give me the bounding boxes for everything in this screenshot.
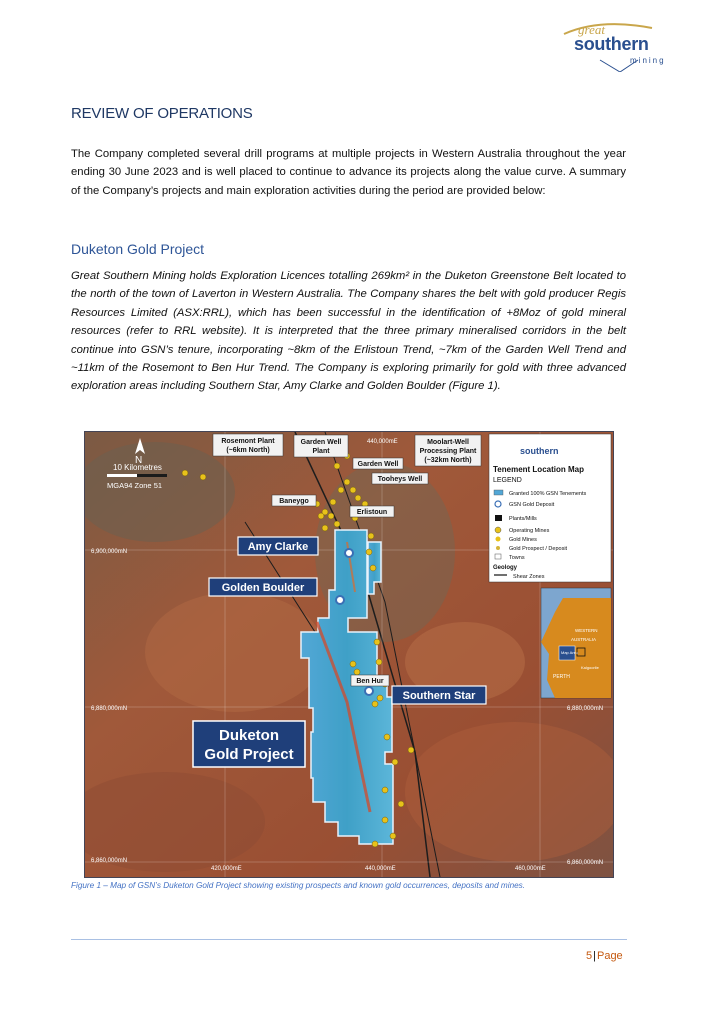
svg-text:Plants/Mills: Plants/Mills xyxy=(509,516,537,522)
label-amy-clarke xyxy=(238,537,318,555)
svg-text:Garden Well: Garden Well xyxy=(357,461,399,468)
svg-text:Amy Clarke: Amy Clarke xyxy=(247,541,309,553)
grid-label: 6,860,000mN xyxy=(91,858,128,864)
svg-text:Erlistoun: Erlistoun xyxy=(356,509,388,516)
company-logo xyxy=(560,20,678,72)
grid-label: 420,000mE xyxy=(211,866,242,872)
svg-text:Geology: Geology xyxy=(493,565,518,571)
svg-text:Operating Mines: Operating Mines xyxy=(509,528,550,534)
svg-text:Granted 100% GSN Tenements: Granted 100% GSN Tenements xyxy=(509,491,587,497)
project-map xyxy=(84,431,614,878)
svg-text:Plant: Plant xyxy=(312,448,330,455)
figure-caption: Figure 1 – Map of GSN’s Duketon Gold Project showing existing prospects and known gold occurrences, deposits and mines. xyxy=(71,881,526,890)
svg-text:AUSTRALIA: AUSTRALIA xyxy=(571,637,597,642)
label-baneygo xyxy=(272,495,316,506)
svg-text:Shear Zones: Shear Zones xyxy=(513,574,545,580)
label-rosemont xyxy=(213,434,283,456)
label-moolart-well xyxy=(415,435,481,466)
logo-text-mining: mining xyxy=(630,56,666,65)
label-golden-boulder xyxy=(209,578,317,596)
svg-text:Garden Well: Garden Well xyxy=(300,439,342,446)
page-footer xyxy=(586,950,623,962)
grid-label: 6,880,000mN xyxy=(567,706,604,712)
label-garden-well xyxy=(353,458,403,469)
label-project xyxy=(193,721,305,767)
label-tooheys-well xyxy=(372,473,428,484)
page-heading: REVIEW OF OPERATIONS xyxy=(71,105,253,122)
grid-label: 460,000mE xyxy=(515,866,546,872)
page-separator: | xyxy=(593,950,596,962)
grid-label: 440,000mE xyxy=(365,866,396,872)
grid-label: 440,000mE xyxy=(367,439,398,445)
section-title: Duketon Gold Project xyxy=(71,241,205,257)
svg-text:Gold Project: Gold Project xyxy=(204,746,294,763)
svg-text:N: N xyxy=(135,455,143,466)
label-ben-hur xyxy=(351,675,389,686)
footer-rule xyxy=(71,939,627,940)
svg-text:WESTERN: WESTERN xyxy=(575,628,598,633)
svg-text:Moolart-Well: Moolart-Well xyxy=(427,439,469,446)
map-legend xyxy=(489,434,611,582)
svg-text:(~32km North): (~32km North) xyxy=(424,457,472,464)
svg-text:Gold Prospect / Deposit: Gold Prospect / Deposit xyxy=(509,546,568,552)
scale-label: 10 Kilometres xyxy=(113,463,162,472)
svg-text:PERTH: PERTH xyxy=(553,674,570,680)
section-paragraph: Great Southern Mining holds Exploration Licences totalling 269km² in the Duketon Greenstone Belt located to the north of the town of Laverton in Western Australia. The Company shares the belt with gold producer Regis Resources Limited (ASX:RRL), which has been successful in the identification of +8Moz of gold mineral resources (refer to RRL website). It is interpreted that the three primary mineralised corridors in the belt continue into GSN’s tenure, incorporating ~8km of the Erlistoun Trend, ~7km of the Garden Well Trend and ~11km of the Rosemont to Ben Hur Trend. The Company is exploring primarily for gold with three advanced exploration areas including Southern Star, Amy Clarke and Golden Boulder (Figure 1). xyxy=(71,270,626,393)
logo-text-great: great xyxy=(578,22,605,37)
svg-text:Southern Star: Southern Star xyxy=(402,690,476,702)
svg-text:Rosemont Plant: Rosemont Plant xyxy=(221,438,275,445)
svg-text:Processing Plant: Processing Plant xyxy=(419,448,477,455)
svg-text:Duketon: Duketon xyxy=(219,727,279,744)
svg-text:Tenement Location Map: Tenement Location Map xyxy=(493,465,584,474)
label-southern-star xyxy=(392,686,486,704)
legend-logo: southern xyxy=(520,446,559,456)
svg-text:GSN Gold Deposit: GSN Gold Deposit xyxy=(509,502,555,508)
location-inset xyxy=(541,588,611,698)
svg-text:(~6km North): (~6km North) xyxy=(226,447,270,454)
map-zone: MGA94 Zone 51 xyxy=(107,481,163,490)
svg-text:Towns: Towns xyxy=(509,555,525,561)
page-word: Page xyxy=(596,950,623,962)
page-number: 5 xyxy=(586,950,593,962)
svg-text:Baneygo: Baneygo xyxy=(279,498,309,505)
grid-label: 6,860,000mN xyxy=(567,860,604,866)
svg-text:Map Area: Map Area xyxy=(561,650,579,655)
svg-text:Ben Hur: Ben Hur xyxy=(356,678,384,685)
grid-label: 6,880,000mN xyxy=(91,706,128,712)
svg-text:Tooheys Well: Tooheys Well xyxy=(377,476,423,483)
svg-text:Kalgoorlie: Kalgoorlie xyxy=(581,665,599,670)
label-erlistoun xyxy=(350,506,394,517)
grid-label: 6,900,000mN xyxy=(91,549,128,555)
logo-text-southern: southern xyxy=(574,34,649,54)
svg-text:Gold Mines: Gold Mines xyxy=(509,537,537,543)
intro-paragraph: The Company completed several drill programs at multiple projects in Western Australia throughout the year ending 30 June 2023 and is well placed to continue to advance its projects along the value curve. A summary of the Company’s projects and main exploration activities during the period are provided below: xyxy=(71,148,626,197)
svg-text:Golden Boulder: Golden Boulder xyxy=(221,582,305,594)
svg-text:LEGEND: LEGEND xyxy=(493,477,522,484)
label-garden-well-plant xyxy=(294,435,348,457)
